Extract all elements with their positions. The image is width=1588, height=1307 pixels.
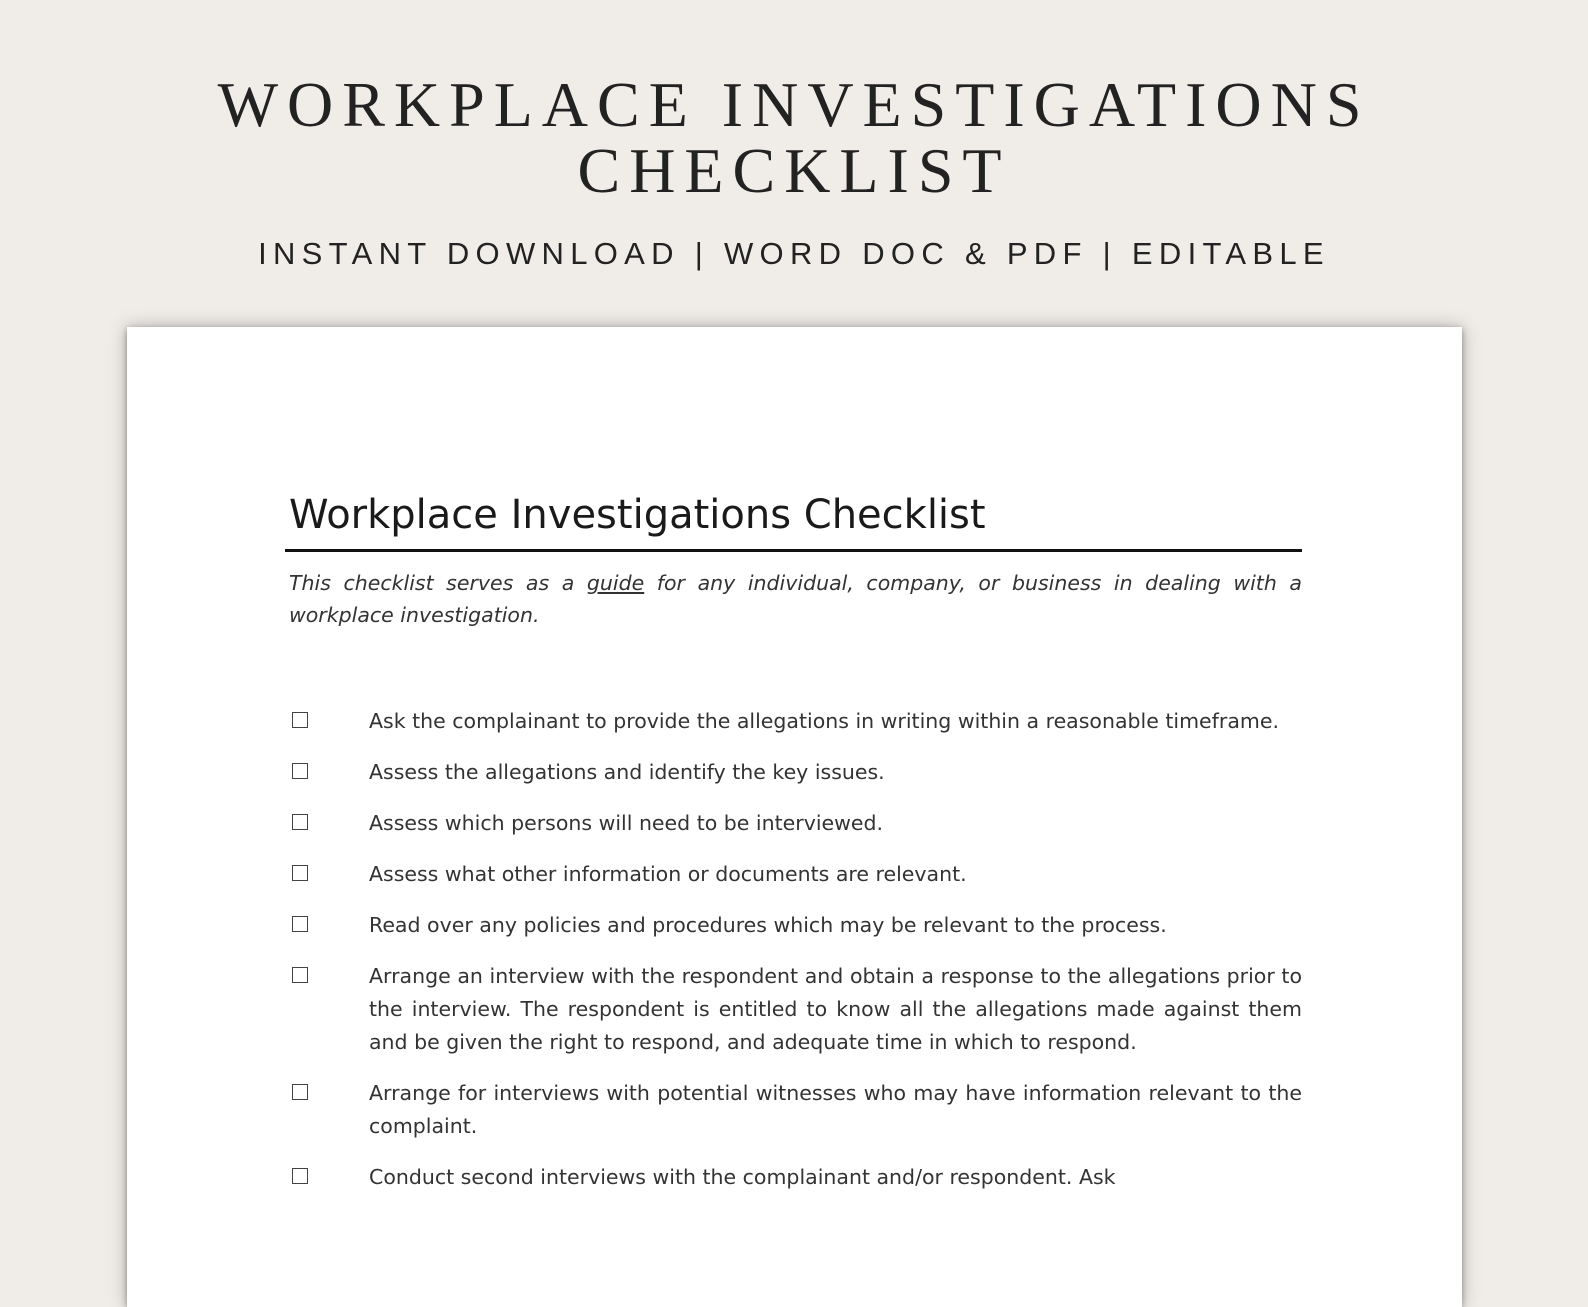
checkbox[interactable] — [292, 1084, 308, 1100]
checklist-item — [289, 756, 1302, 789]
checklist-item-text: Arrange for interviews with potential witnesses who may have information relevant to the complaint. — [369, 1081, 1302, 1138]
checklist-item — [289, 1161, 1302, 1194]
checklist-item-text: Ask the complainant to provide the allegations in writing within a reasonable timeframe. — [369, 709, 1279, 733]
checkbox[interactable] — [292, 916, 308, 932]
banner-title-line-1: WORKPLACE INVESTIGATIONS — [217, 69, 1371, 140]
checkbox[interactable] — [292, 712, 308, 728]
intro-paragraph — [289, 567, 1302, 631]
checklist-item — [289, 705, 1302, 738]
intro-underlined-word: guide — [586, 571, 645, 595]
checklist-item — [289, 858, 1302, 891]
checkbox[interactable] — [292, 763, 308, 779]
checklist-item-text: Read over any policies and procedures which may be relevant to the process. — [369, 913, 1167, 937]
checklist-item — [289, 960, 1302, 1059]
checkbox[interactable] — [292, 814, 308, 830]
checklist-item — [289, 909, 1302, 942]
checklist-item-text: Arrange an interview with the respondent and obtain a response to the allegations prior to the interview. The respondent is entitled to know all the allegations made against them and be given the right to respond, and adequate time in which to respond. — [369, 964, 1302, 1054]
banner-subtitle: INSTANT DOWNLOAD | WORD DOC & PDF | EDITABLE — [258, 236, 1330, 271]
checklist-item — [289, 1077, 1302, 1143]
checkbox[interactable] — [292, 865, 308, 881]
title-divider — [285, 549, 1302, 552]
document-page — [127, 327, 1462, 1307]
checkbox[interactable] — [292, 1168, 308, 1184]
checklist-item — [289, 807, 1302, 840]
checkbox[interactable] — [292, 967, 308, 983]
checklist-item-text: Assess which persons will need to be interviewed. — [369, 811, 884, 835]
checklist — [289, 705, 1302, 1212]
intro-text-end: for any individual, company, or business in dealing with a workplace investigation. — [289, 571, 1302, 627]
checklist-item-text: Assess the allegations and identify the key issues. — [369, 760, 885, 784]
intro-text-start: This checklist serves as a — [289, 571, 587, 595]
checklist-item-text: Assess what other information or documents are relevant. — [369, 862, 967, 886]
checklist-item-text: Conduct second interviews with the complainant and/or respondent. Ask — [369, 1165, 1116, 1189]
banner-title-line-2: CHECKLIST — [577, 135, 1011, 206]
document-title: Workplace Investigations Checklist — [289, 492, 986, 538]
